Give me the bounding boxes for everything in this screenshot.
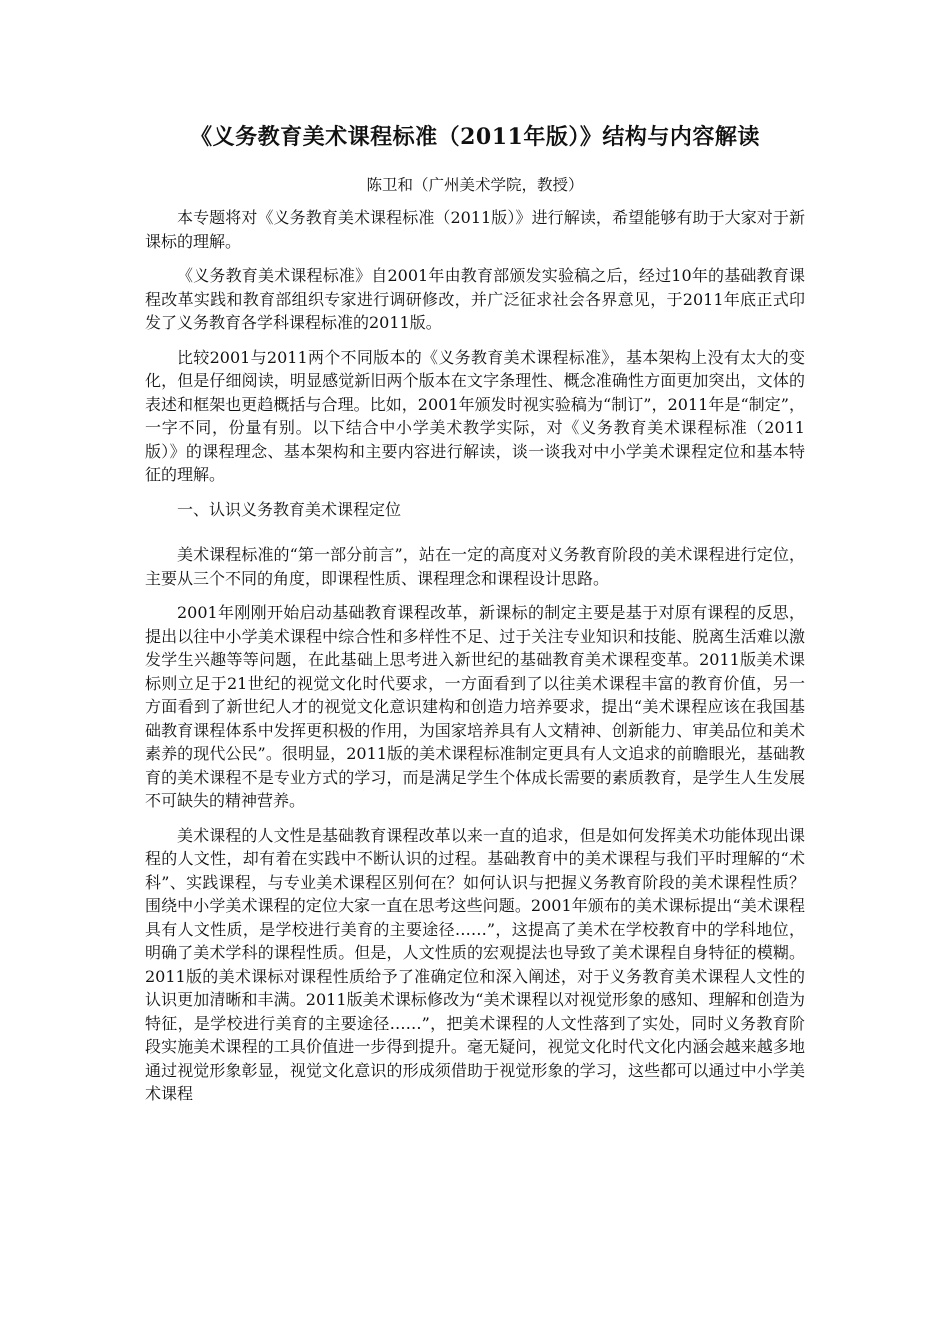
document-title: 《义务教育美术课程标准（2011年版）》结构与内容解读 xyxy=(190,124,760,150)
document-body xyxy=(145,206,805,1117)
paragraph: 比较2001与2011两个不同版本的《义务教育美术课程标准》，基本架构上没有太大的变化，但是仔细阅读，明显感觉新旧两个版本在文字条理性、概念准确性方面更加突出，文体的表述和框架也更趋概括与合理。比如，2001年颁发时视实验稿为“制订”，2011年是“制定”，一字不同，份量有别。以下结合中小学美术教学实际，对《义务教育美术课程标准（2011版）》的课程理念、基本架构和主要内容进行解读，谈一谈我对中小学美术课程定位和基本特征的理解。 xyxy=(145,347,805,484)
paragraph: 美术课程的人文性是基础教育课程改革以来一直的追求，但是如何发挥美术功能体现出课程的人文性，却有着在实践中不断认识的过程。基础教育中的美术课程与我们平时理解的“术科”、实践课程，与专业美术课程区别何在？如何认识与把握义务教育阶段的美术课程性质？围绕中小学美术课程的定位大家一直在思考这些问题。2001年颁布的美术课标提出“美术课程具有人文性质，是学校进行美育的主要途径……”，这提高了美术在学校教育中的学科地位，明确了美术学科的课程性质。但是，人文性质的宏观提法也导致了美术课程自身特征的模糊。2011版的美术课标对课程性质给予了准确定位和深入阐述，对于义务教育美术课程人文性的认识更加清晰和丰满。2011版美术课标修改为“美术课程以对视觉形象的感知、理解和创造为特征，是学校进行美育的主要途径……”，把美术课程的人文性落到了实处，同时义务教育阶段实施美术课程的工具价值进一步得到提升。毫无疑问，视觉文化时代文化内涵会越来越多地通过视觉形象彰显，视觉文化意识的形成须借助于视觉形象的学习，这些都可以通过中小学美术课程 xyxy=(145,825,805,1103)
document-author: 陈卫和（广州美术学院，教授） xyxy=(366,176,584,194)
section-heading: 一、认识义务教育美术课程定位 xyxy=(177,499,402,519)
paragraph: 2001年刚刚开始启动基础教育课程改革，新课标的制定主要是基于对原有课程的反思，提出以往中小学美术课程中综合性和多样性不足、过于关注专业知识和技能、脱离生活难以激发学生兴趣等等问题，在此基础上思考进入新世纪的基础教育美术课程变革。2011版美术课标则立足于21世纪的视觉文化时代要求，一方面看到了以往美术课程丰富的教育价值，另一方面看到了新世纪人才的视觉文化意识建构和创造力培养要求，提出“美术课程应该在我国基础教育课程体系中发挥更积极的作用，为国家培养具有人文精神、创新能力、审美品位和美术素养的现代公民”。很明显，2011版的美术课程标准制定更具有人文追求的前瞻眼光，基础教育的美术课程不是专业方式的学习，而是满足学生个体成长需要的素质教育，是学生人生发展不可缺失的精神营养。 xyxy=(145,603,805,810)
paragraph: 美术课程标准的“第一部分前言”，站在一定的高度对义务教育阶段的美术课程进行定位，主要从三个不同的角度，即课程性质、课程理念和课程设计思路。 xyxy=(145,545,805,588)
paragraph: 本专题将对《义务教育美术课程标准（2011版）》进行解读，希望能够有助于大家对于新课标的理解。 xyxy=(145,208,805,251)
paragraph: 《义务教育美术课程标准》自2001年由教育部颁发实验稿之后，经过10年的基础教育课程改革实践和教育部组织专家进行调研修改，并广泛征求社会各界意见，于2011年底正式印发了义务教育各学科课程标准的2011版。 xyxy=(145,266,805,332)
